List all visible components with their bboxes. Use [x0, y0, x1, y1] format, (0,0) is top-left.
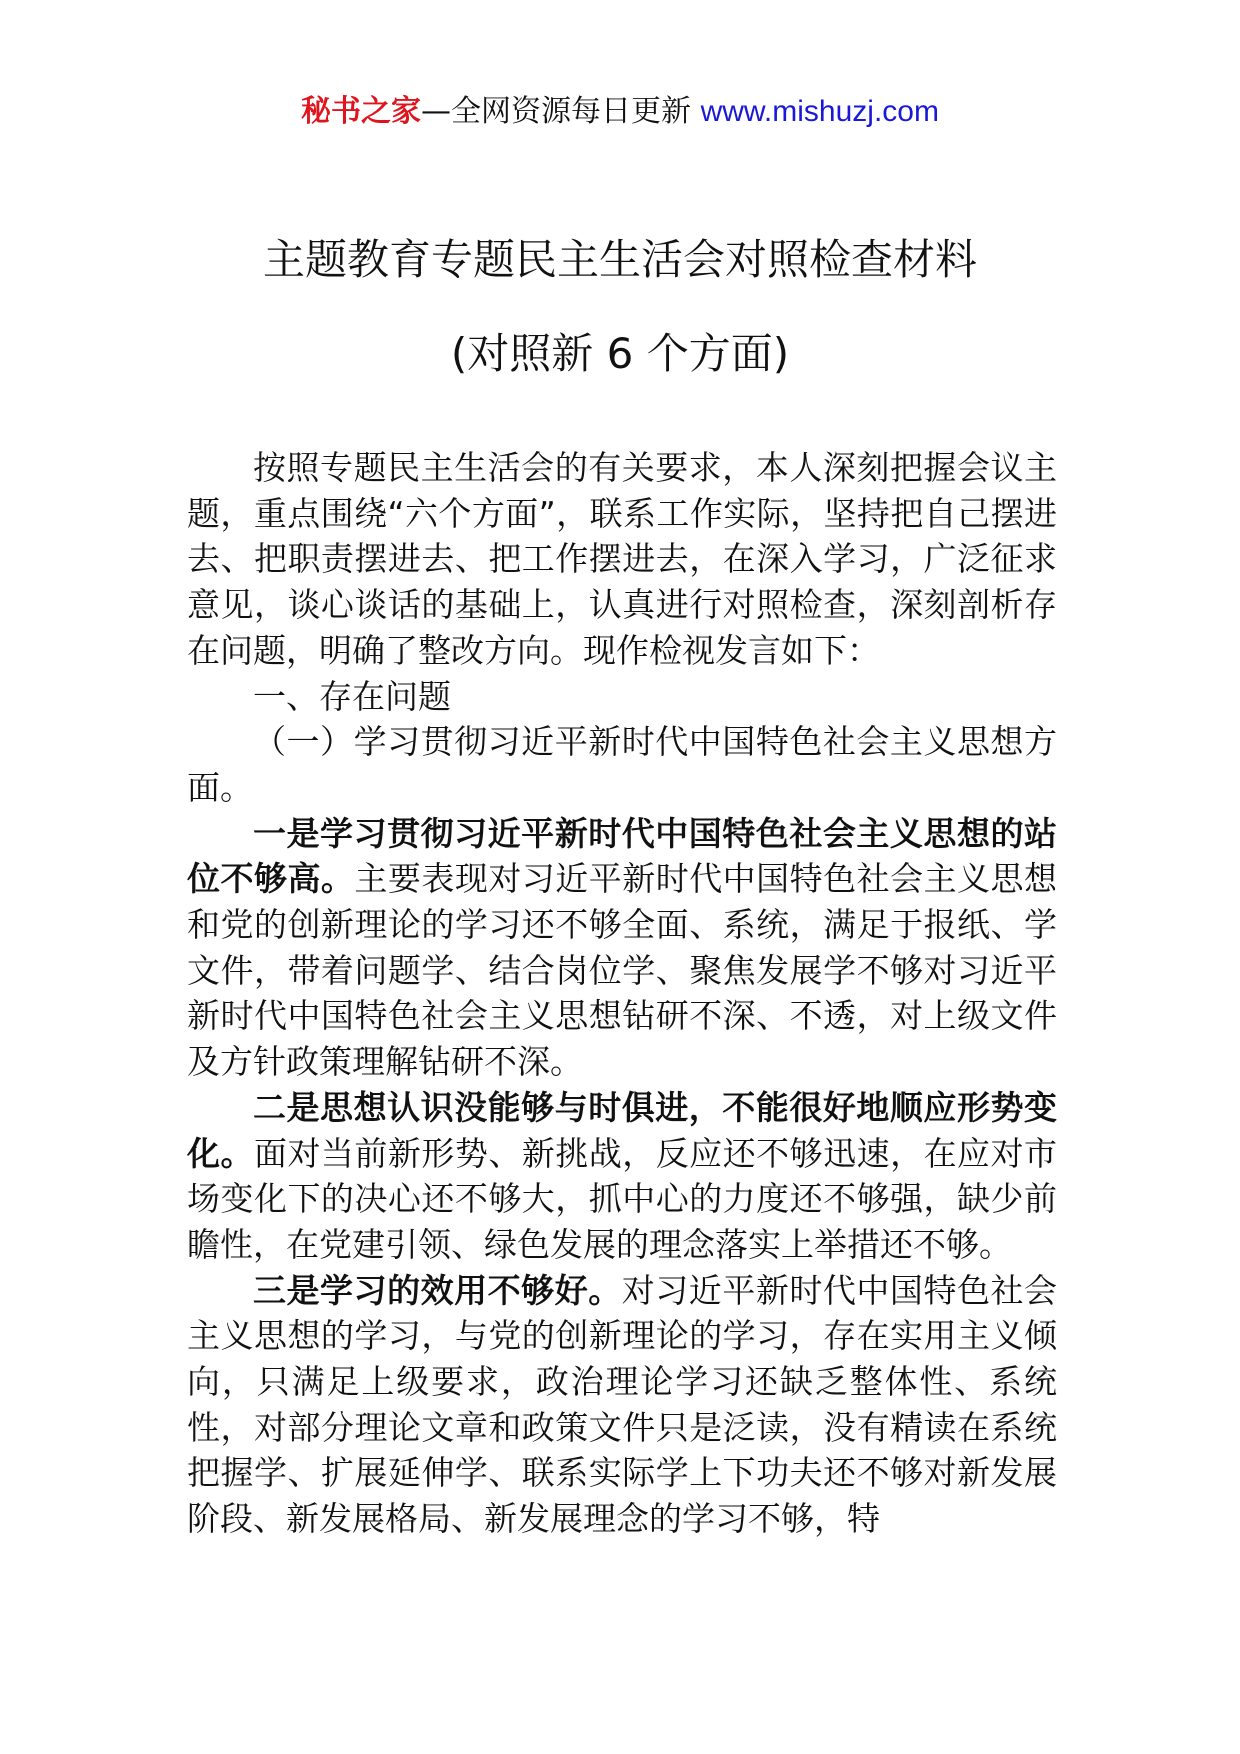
document-body [187, 445, 1057, 1542]
brand-name: 秘书之家 [301, 94, 422, 129]
brand-slogan: —全网资源每日更新 [421, 94, 692, 129]
point-paragraph-2 [187, 1085, 1057, 1268]
point-body: 面对当前新形势、新挑战，反应还不够迅速，在应对市场变化下的决心还不够大，抓中心的力度还不够强，缺少前瞻性，在党建引领、绿色发展的理念落实上举措还不够。 [187, 1133, 1058, 1264]
point-lead: 三是学习的效用不够好。 [253, 1270, 622, 1310]
website-url: www.mishuzj.com [700, 95, 939, 128]
point-lead: 一是学习贯彻习近平新时代中国特色社会主义思想的站位不够高。 [187, 813, 1057, 899]
document-subtitle: (对照新 6 个方面) [450, 329, 790, 378]
point-lead: 二是思想认识没能够与时俱进，不能很好地顺应形势变化。 [187, 1087, 1057, 1173]
point-body: 主要表现对习近平新时代中国特色社会主义思想和党的创新理论的学习还不够全面、系统，满足于报纸、学文件，带着问题学、结合岗位学、聚焦发展学不够对习近平新时代中国特色社会主义思想钻研不深、不透，对上级文件及方针政策理解钻研不深。 [187, 859, 1058, 1082]
point-paragraph-1 [187, 811, 1057, 1085]
intro-paragraph: 按照专题民主生活会的有关要求，本人深刻把握会议主题，重点围绕“六个方面”，联系工作实际，坚持把自己摆进去、把职责摆进去、把工作摆进去，在深入学习，广泛征求意见，谈心谈话的基础上，认真进行对照检查，深刻剖析存在问题，明确了整改方向。现作检视发言如下： [187, 448, 1057, 670]
document-title: 主题教育专题民主生活会对照检查材料 [262, 235, 977, 284]
point-paragraph-3 [187, 1268, 1057, 1542]
section-heading: 一、存在问题 [253, 676, 451, 716]
point-body: 对习近平新时代中国特色社会主义思想的学习，与党的创新理论的学习，存在实用主义倾向，只满足上级要求，政治理论学习还缺乏整体性、系统性，对部分理论文章和政策文件只是泛读，没有精读在系统把握学、扩展延伸学、联系实际学上下功夫还不够对新发展阶段、新发展格局、新发展理念的学习不够，特 [187, 1270, 1058, 1539]
site-watermark-header [0, 92, 1240, 132]
subsection-heading: （一）学习贯彻习近平新时代中国特色社会主义思想方面。 [187, 722, 1057, 807]
